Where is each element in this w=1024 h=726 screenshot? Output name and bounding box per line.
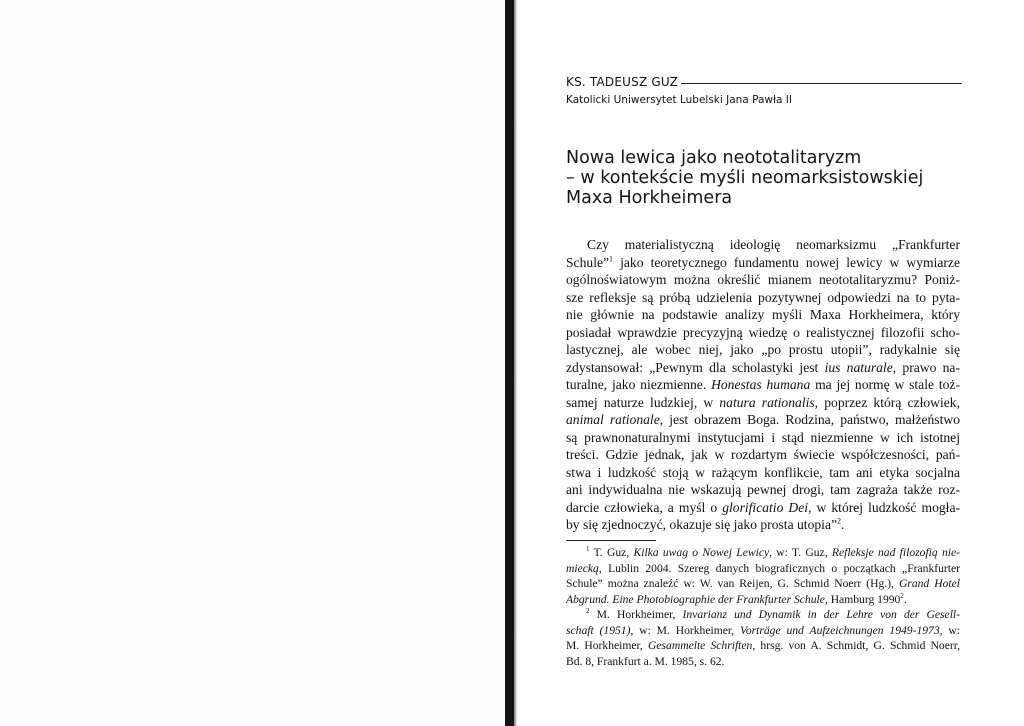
footnote-rule (566, 540, 656, 541)
body-line: sze refleksje są próbą udzielenia pozytywnej odpowiedzi na to pyta- (566, 289, 960, 305)
footnote-line: schaft (1951), w: M. Horkheimer, Vorträge und Aufzeichnungen 1949-1973, w: (566, 623, 960, 637)
article-title (566, 148, 966, 208)
footnote-line: Abgrund. Eine Photobiographie der Frankfurter Schule, Hamburg 1990$^2$. (566, 591, 907, 606)
author-header (566, 74, 962, 90)
footnote-line: miecką, Lublin 2004. Szereg danych biograficznych o początkach „Frankfurter (566, 561, 960, 575)
footnote-2: $^2$ M. Horkheimer, Invarianz und Dynamik in der Lehre von der Gesell- (586, 607, 960, 621)
header-rule (681, 83, 962, 84)
body-line: turalne, jako niezmienne. Honestas humana ma jej normę w stale toż- (566, 377, 960, 392)
author-name: KS. TADEUSZ GUZ (566, 75, 679, 89)
left-blank-page (0, 0, 505, 726)
footnote-ref-1[interactable]: 1 (609, 253, 614, 263)
body-line: by się zjednoczyć, okazuje się jako prosta utopia”$^2$. (566, 516, 845, 532)
body-line: darcie człowieka, a myśl o glorificatio Dei, w której ludzkość mogła- (566, 499, 960, 515)
body-line: lastycznej, ale wobec niej, jako „po prostu utopii”, radykalnie się (566, 342, 960, 357)
body-line: nie głównie na podstawie analizy myśli Maxa Horkheimera, który (566, 307, 960, 322)
footnote-1: $^1$ T. Guz, Kilka uwag o Nowej Lewicy, w: T. Guz, Refleksje nad filozofią nie- (586, 545, 960, 559)
footnote-mark: 2 (586, 607, 590, 616)
body-line: samej naturze ludzkiej, w natura rationalis, poprzez którą człowiek, (566, 394, 960, 410)
body-line: ogólnoświatowym można określić mianem neototalitaryzmu? Poniż- (566, 272, 960, 287)
author-affiliation: Katolicki Uniwersytet Lubelski Jana Pawła II (566, 94, 792, 106)
body-line: treści. Gdzie jednak, jak w rozdartym świecie współczesności, pań- (566, 447, 960, 462)
title-line: – w kontekście myśli neomarksistowskiej (566, 168, 924, 188)
body-line: Czy materialistyczną ideologię neomarksizmu „Frankfurter (587, 237, 960, 252)
body-line: animal rationale, jest obrazem Boga. Rodzina, państwo, małżeństwo (566, 412, 960, 427)
body-line: posiadał wprawdzie precyzyjną wiedzę o realistycznej filozofii scho- (566, 324, 960, 340)
body-line: zdystansował: „Pewnym dla scholastyki jest ius naturale, prawo na- (566, 359, 960, 375)
footnote-line: M. Horkheimer, Gesammelte Schriften, hrsg. von A. Schmidt, G. Schmid Noerr, (566, 639, 961, 652)
book-gutter (505, 0, 514, 726)
body-line: są prawnonaturalnymi instytucjami i stąd niezmienne w ich istotnej (566, 429, 960, 445)
footnotes (566, 545, 960, 669)
title-line: Nowa lewica jako neototalitaryzm (566, 148, 862, 168)
body-line: Schule”$^1$ jako teoretycznego fundamentu nowej lewicy w wymiarze (566, 253, 960, 270)
title-line: Maxa Horkheimera (566, 188, 733, 208)
footnote-mark: 1 (586, 545, 590, 554)
footnote-line: Schule” można znaleźć w: W. van Reijen, G. Schmid Noerr (Hg.), Grand Hotel (566, 577, 960, 590)
body-text (566, 236, 960, 534)
footnote-line: Bd. 8, Frankfurt a. M. 1985, s. 62. (566, 654, 725, 668)
body-line: ani indywidualna nie wskazują pewnej drogi, tam zagraża także roz- (566, 482, 960, 497)
body-line: stwa i ludzkość stoją w rażącym konflikcie, tam ani etyka socjalna (566, 464, 960, 480)
footnote-ref-2[interactable]: 2 (837, 516, 842, 526)
